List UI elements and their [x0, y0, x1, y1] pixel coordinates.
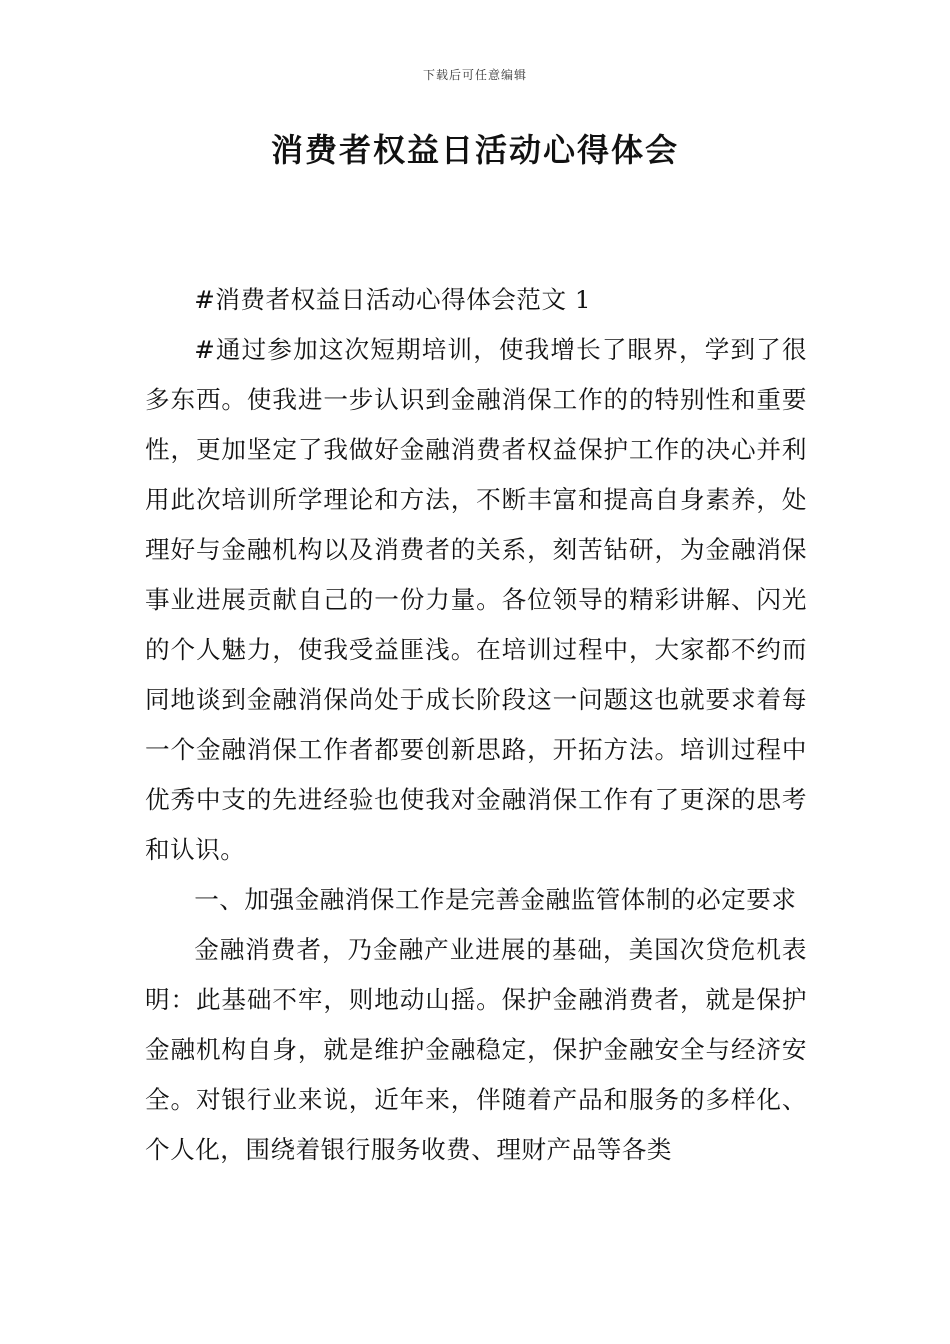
paragraph-section-body: 金融消费者，乃金融产业进展的基础，美国次贷危机表明：此基础不牢，则地动山摇。保护金融消费者，就是保护金融机构自身，就是维护金融稳定，保护金融安全与经济安全。对银行业来说，近年来，伴随着产品和服务的多样化、个人化，围绕着银行服务收费、理财产品等各类 — [145, 935, 807, 1164]
document-title: 消费者权益日活动心得体会 — [270, 131, 679, 169]
header-note: 下载后可任意编辑 — [422, 68, 527, 82]
paragraph-section-heading: 一、加强金融消保工作是完善金融监管体制的必定要求 — [194, 885, 797, 914]
paragraph-intro: #通过参加这次短期培训，使我增长了眼界，学到了很多东西。使我进一步认识到金融消保工作的的特别性和重要性，更加坚定了我做好金融消费者权益保护工作的决心并利用此次培训所学理论和方法，不断丰富和提高自身素养，处理好与金融机构以及消费者的关系，刻苦钻研，为金融消保事业进展贡献自己的一份力量。各位领导的精彩讲解、闪光的个人魅力，使我受益匪浅。在培训过程中，大家都不约而同地谈到金融消保尚处于成长阶段这一问题这也就要求着每一个金融消保工作者都要创新思路，开拓方法。培训过程中优秀中支的先进经验也使我对金融消保工作有了更深的思考和认识。 — [145, 335, 807, 864]
document-body — [145, 275, 807, 1175]
paragraph-subtitle: #消费者权益日活动心得体会范文 1 — [194, 285, 592, 314]
